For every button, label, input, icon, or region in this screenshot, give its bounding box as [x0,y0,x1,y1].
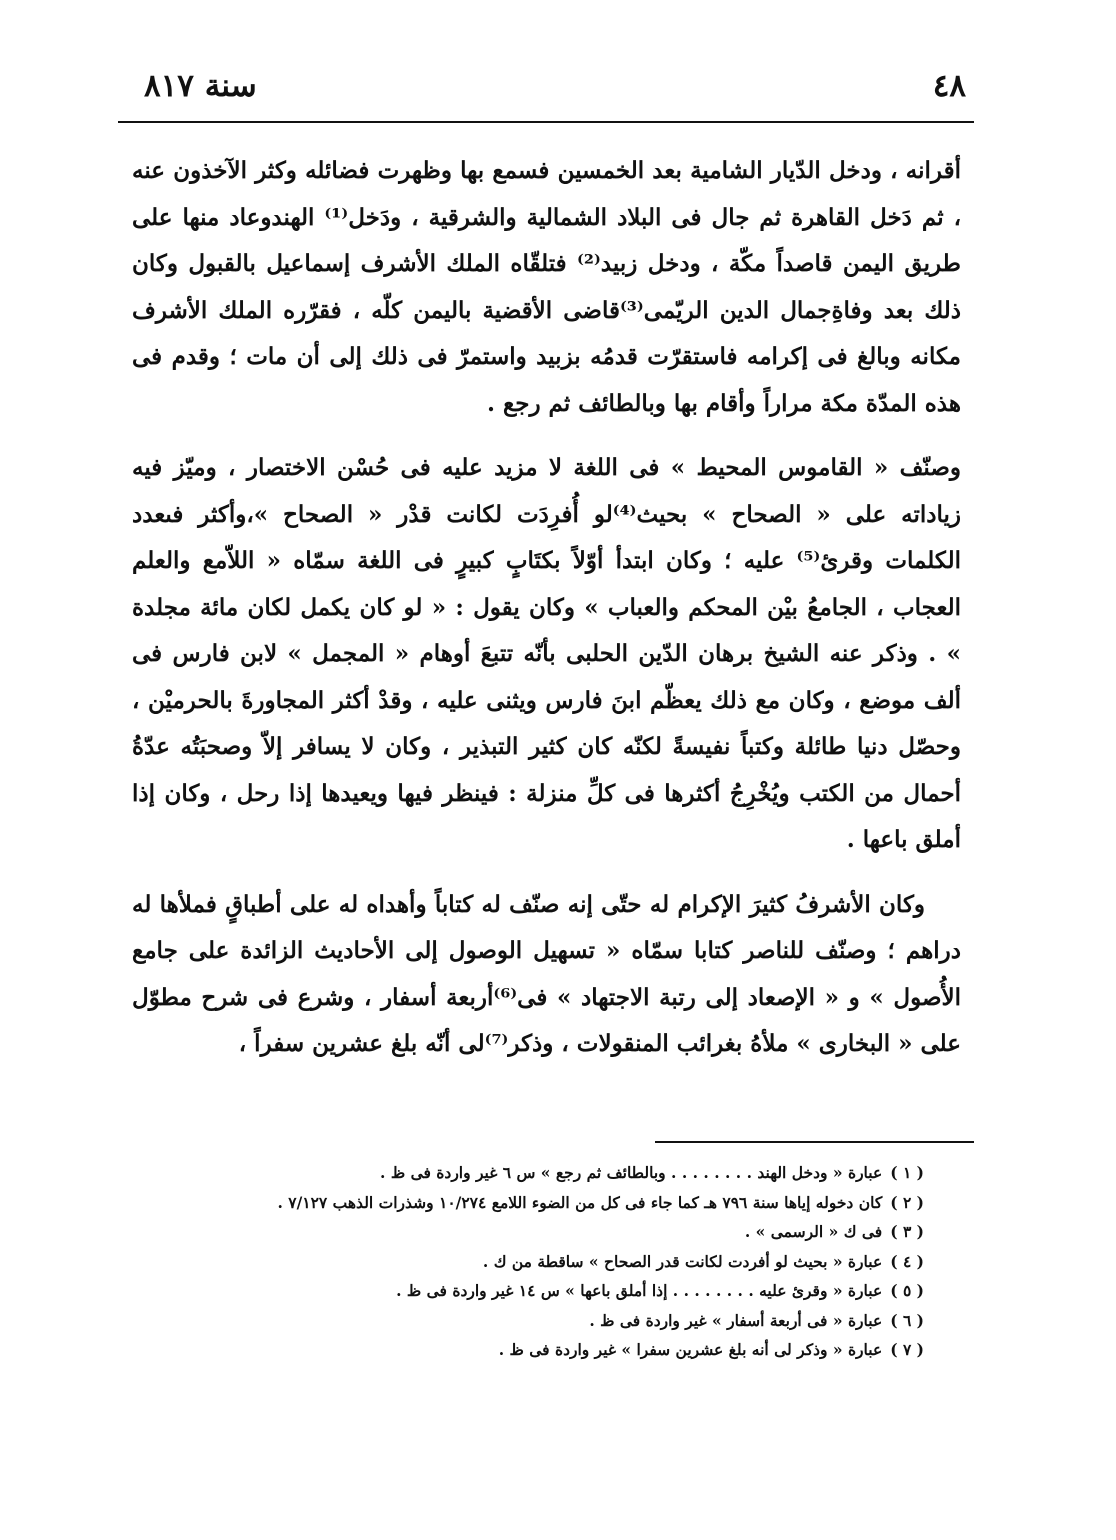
footnote-number: ( ٤ ) [890,1251,924,1271]
paragraph-gap [132,427,961,445]
footnote [180,1247,924,1277]
main-text [132,148,961,1068]
footnote-number: ( ٣ ) [890,1222,924,1241]
footnotes [180,1158,924,1365]
footnote-text: عبارة « بحيث لو أفردت لكانت قدر الصحاح » ساقطة من ك . [482,1251,883,1271]
running-title: سنة ٨١٧ [144,68,257,104]
paragraph-gap [132,864,961,882]
footnote [180,1217,924,1247]
footnote [180,1335,924,1365]
footnote-text: فى ك « الرسمى » . [744,1222,883,1241]
footnote-text: كان دخوله إياها سنة ٧٩٦ هـ كما جاء فى كل من الضوء اللامع ١٠/٢٧٤ وشذرات الذهب ٧/١٢٧ . [277,1192,883,1212]
paragraph-2: وصنّف « القاموس المحيط » فى اللغة لا مزيد عليه فى حُسْن الاختصار ، وميّز فيه زياداته على « الصحاح » بحيث⁽⁴⁾لو أُفرِدَت لكانت قدْر « الصحاح »،وأكثر فىعدد الكلمات وقرئ⁽⁵⁾ عليه ؛ وكان ابتدأ أوّلاً بكتَابٍ كبيرٍ فى اللغة سمّاه « اللاّمع والعلم العجاب ، الجامعُ بيْن المحكم والعباب » وكان يقول : « لو كان يكمل لكان مائة مجلدة » . وذكر عنه الشيخ برهان الدّين الحلبى بأنّه تتبعَ أوهام « المجمل » لابن فارس فى ألف موضع ، وكان مع ذلك يعظّم ابنَ فارس ويثنى عليه ، وقدْ أكثر المجاورةَ بالحرميْن ، وحصّل دنيا طائلة وكتباً نفيسةً لكنّه كان كثير التبذير ، وكان لا يسافر إلاّ وصحبَتُه عدّةُ أحمال من الكتب ويُخْرِجُ أكثرها فى كلِّ منزلة : فينظر فيها ويعيدها إذا رحل ، وكان إذا أملق باعها . [132,454,962,853]
paragraph-1: أقرانه ، ودخل الدّيار الشامية بعد الخمسين فسمع بها وظهرت فضائله وكثر الآخذون عنه ، ثم دَخل القاهرة ثم جال فى البلاد الشمالية والشرقية ، ودَخل⁽¹⁾ الهندوعاد منها على طريق اليمن قاصداً مكّة ، ودخل زبيد⁽²⁾ فتلقّاه الملك الأشرف إسماعيل بالقبول وكان ذلك بعد وفاةِجمال الدين الريّمى⁽³⁾قاضى الأقضية باليمن كلّه ، فقرّره الملك الأشرف مكانه وبالغ فى إكرامه فاستقرّت قدمُه بزبيد واستمرّ فى ذلك إلى أن مات ؛ وقدم فى هذه المدّة مكة مراراً وأقام بها وبالطائف ثم رجع . [132,157,962,417]
header-divider [118,121,974,123]
footnote [180,1188,924,1218]
footnote [180,1276,924,1306]
footnote-number: ( ١ ) [890,1163,924,1182]
footnote-text: عبارة « فى أربعة أسفار » غير واردة فى ظ . [589,1310,883,1330]
footnote-divider [655,1141,974,1143]
footnote [180,1158,924,1188]
footnote-text: عبارة « وذكر لى أنه بلغ عشرين سفرا » غير واردة فى ظ . [498,1340,883,1359]
footnote [180,1306,924,1336]
footnote-number: ( ٢ ) [890,1192,924,1212]
page-number: ٤٨ [932,68,966,104]
footnote-number: ( ٦ ) [890,1310,924,1330]
running-header [118,62,974,112]
footnote-number: ( ٧ ) [890,1340,924,1359]
footnote-text: عبارة « وقرئ عليه . . . . . . . . إذا أملق باعها » س ١٤ غير واردة فى ظ . [396,1281,883,1300]
footnote-text: عبارة « ودخل الهند . . . . . . . . وبالطائف ثم رجع » س ٦ غير واردة فى ظ . [380,1163,883,1182]
paragraph-3: وكان الأشرفُ كثيرَ الإكرام له حتّى إنه صنّف له كتاباً وأهداه له على أطباقٍ فملأها له دراهم ؛ وصنّف للناصر كتابا سمّاه « تسهيل الوصول إلى الأحاديث الزائدة على جامع الأُصول » و « الإصعاد إلى رتبة الاجتهاد » فى⁽⁶⁾أربعة أسفار ، وشرع فى شرح مطوّل على « البخارى » ملأهُ بغرائب المنقولات ، وذكر⁽⁷⁾لى أنّه بلغ عشرين سفراً ، [132,890,961,1057]
footnote-number: ( ٥ ) [890,1281,924,1300]
